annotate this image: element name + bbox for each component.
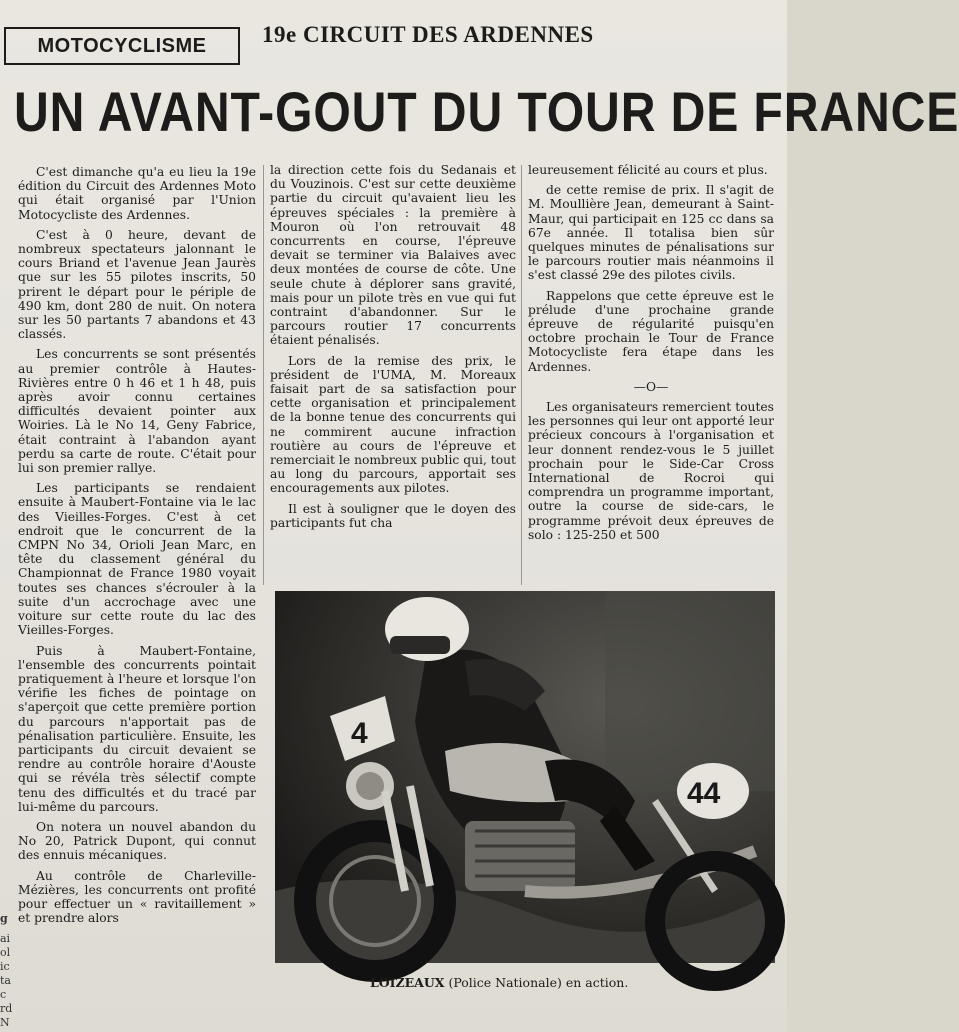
article-headline: UN AVANT-GOUT DU TOUR DE FRANCE	[14, 80, 959, 143]
margin-fragment: N	[0, 1016, 10, 1029]
paragraph: Les organisateurs remercient toutes les personnes qui leur ont apporté leur précieux concours à l'organisation et leur donnent rendez-vous le 5 juillet prochain pour le Side-Car Cross International de Rocroi qui comprendra un programme important, outre la course de side-cars, le programme prévoit deux épreuves de solo : 125-250 et 500	[528, 400, 774, 542]
paragraph: Au contrôle de Charleville-Mézières, les concurrents ont profité pour effectuer un « ravitaillement » et prendre alors	[18, 868, 256, 926]
article-column-2	[270, 163, 516, 585]
margin-fragment: ta	[0, 974, 11, 987]
margin-fragment: g	[0, 912, 8, 925]
margin-fragment: c	[0, 988, 7, 1001]
paragraph: Puis à Maubert-Fontaine, l'ensemble des concurrents pointait pratiquement à l'heure et lorsque l'on vérifie les fiches de pointage on s'aperçoit que cette première portion du parcours n'apportait pas de pénalisation particulière. Ensuite, les participants du circuit devaient se rendre au contrôle horaire d'Aouste qui se révéla très sélectif compte tenu des difficultés et du tracé par lui-même du parcours.	[18, 643, 256, 814]
section-rubric: MOTOCYCLISME	[4, 27, 240, 65]
motorcycle-photo	[275, 591, 775, 963]
front-number-plate: 4	[351, 717, 368, 750]
paragraph: leureusement félicité au cours et plus.	[528, 163, 768, 177]
paragraph: C'est à 0 heure, devant de nombreux spectateurs jalonnant le cours Briand et l'avenue Jean Jaurès que sur les 55 pilotes inscrits, 50 prirent le départ pour le périple de 490 km, dont 280 de nuit. On notera sur les 50 partants 7 abandons et 43 classés.	[18, 227, 256, 342]
paragraph: On notera un nouvel abandon du No 20, Patrick Dupont, qui connut des ennuis mécaniques.	[18, 819, 256, 863]
article-column-1	[18, 165, 256, 1013]
margin-fragment: rd	[0, 1002, 13, 1015]
article-kicker: 19e CIRCUIT DES ARDENNES	[262, 22, 594, 47]
article-column-3	[528, 163, 774, 593]
paragraph: Il est à souligner que le doyen des participants fut cha	[270, 501, 516, 530]
margin-fragment: ai	[0, 932, 11, 945]
caption-name: LOIZEAUX	[370, 975, 445, 990]
photo-caption	[370, 975, 770, 993]
paragraph: Rappelons que cette épreuve est le prélude d'une prochaine grande épreuve de régularité puisqu'en octobre prochain le Tour de France Motocycliste fera étape dans les Ardennes.	[528, 288, 774, 374]
photo-illustration	[275, 591, 775, 963]
caption-affiliation: (Police Nationale)	[448, 975, 562, 990]
paragraph: de cette remise de prix. Il s'agit de M. Moullière Jean, demeurant à Saint-Maur, qui participait en 125 cc dans sa 67e année. Il totalisa bien sûr quelques minutes de pénalisations sur le parcours routier mais néanmoins il s'est classé 29e des pilotes civils.	[528, 183, 774, 283]
paragraph: la direction cette fois du Sedanais et du Vouzinois. C'est sur cette deuxième partie du circuit qu'avaient lieu les épreuves spéciales : la première à Mouron où l'on retrouvait 48 concurrents en course, l'épreuve devait se terminer via Balaives avec deux montées de course de côte. Une seule chute à déplorer sans gravité, mais pour un pilote très en vue qui fut contraint d'abandonner. Sur le parcours routier 17 concurrents étaient pénalisés.	[270, 163, 516, 348]
column-rule	[521, 165, 522, 585]
margin-fragment: ol	[0, 946, 11, 959]
paragraph: Lors de la remise des prix, le président de l'UMA, M. Moreaux faisait part de sa satisfaction pour cette organisation et principalement de la bonne tenue des concurrents qui ne commirent aucune infraction routière au cours de l'épreuve et remerciait le nombreux public qui, tout au long du parcours, apportait ses encouragements aux pilotes.	[270, 353, 516, 496]
column-rule	[263, 165, 264, 585]
paragraph: Les concurrents se sont présentés au premier contrôle à Hautes-Rivières entre 0 h 46 et 1 h 48, puis après avoir connu certaines difficultés devaient pointer aux Woiries. Là le No 14, Geny Fabrice, était contraint à l'abandon ayant perdu sa carte de route. C'était pour lui son premier rallye.	[18, 347, 256, 476]
margin-fragment: ic	[0, 960, 10, 973]
caption-text: en action.	[565, 975, 629, 990]
paragraph: C'est dimanche qu'a eu lieu la 19e édition du Circuit des Ardennes Moto qui était organisé par l'Union Motocycliste des Ardennes.	[18, 165, 256, 222]
side-number-plate: 44	[687, 777, 721, 810]
paragraph: Les participants se rendaient ensuite à Maubert-Fontaine via le lac des Vieilles-Forges. C'est à cet endroit que le concurrent de la CMPN No 34, Orioli Jean Marc, en tête du classement général du Championnat de France 1980 voyait toutes ses chances s'écrouler à la suite d'un accrochage avec une voiture sur cette route du lac des Vieilles-Forges.	[18, 481, 256, 638]
section-separator: —O—	[633, 379, 669, 394]
